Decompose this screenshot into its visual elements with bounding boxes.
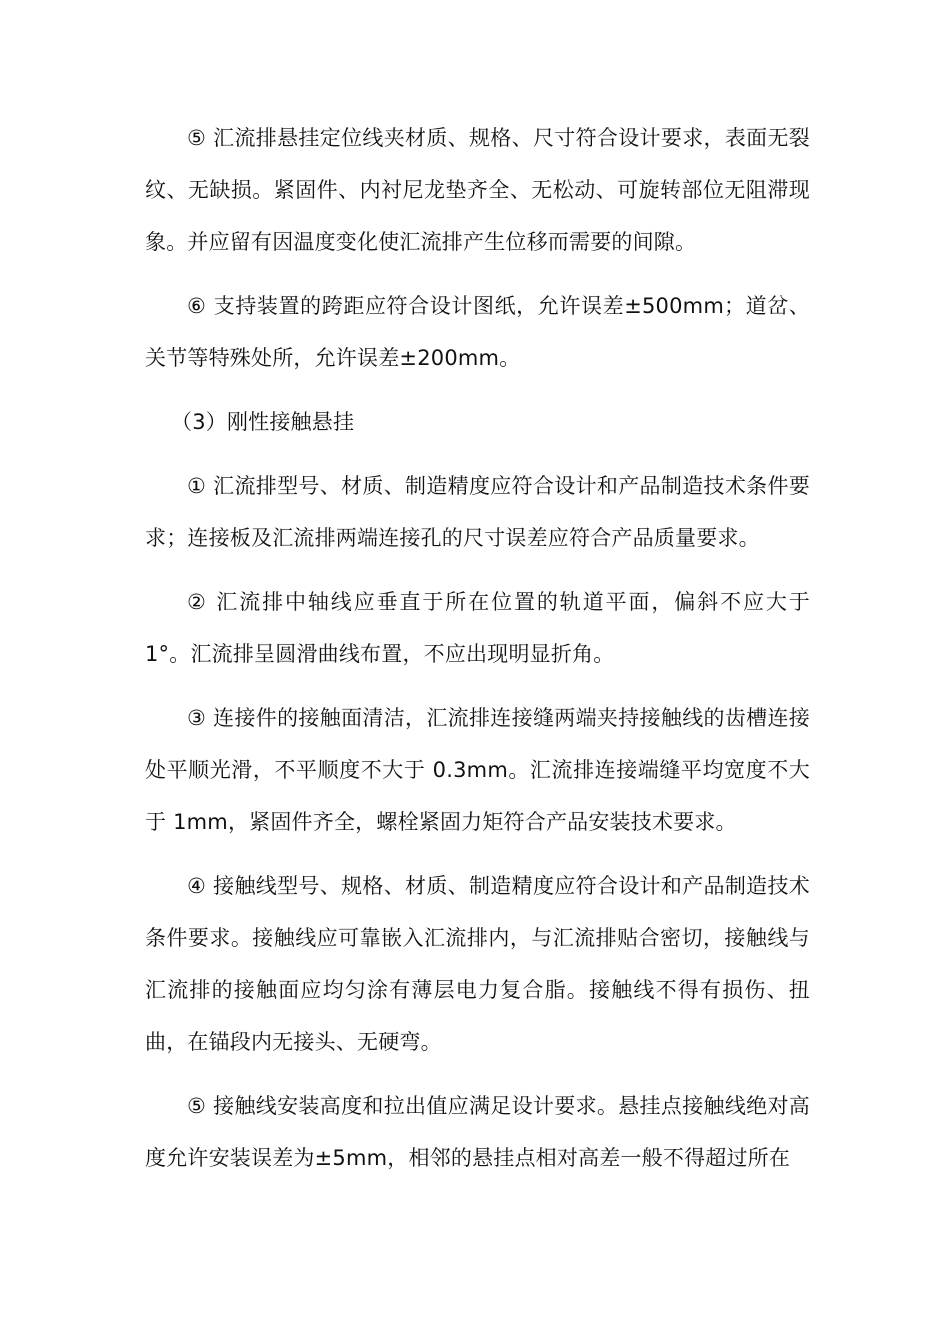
paragraph-item-3-connector: ③ 连接件的接触面清洁，汇流排连接缝两端夹持接触线的齿槽连接处平顺光滑，不平顺度不大于 0.3mm。汇流排连接端缝平均宽度不大于 1mm，紧固件齐全，螺栓紧固力矩符合产品安装技术要求。	[145, 706, 810, 834]
paragraph-item-4-contact-wire: ④ 接触线型号、规格、材质、制造精度应符合设计和产品制造技术条件要求。接触线应可靠嵌入汇流排内，与汇流排贴合密切，接触线与汇流排的接触面应均匀涂有薄层电力复合脂。接触线不得有损伤、扭曲，在锚段内无接头、无硬弯。	[145, 874, 810, 1054]
paragraph-item-1-busbar: ① 汇流排型号、材质、制造精度应符合设计和产品制造技术条件要求；连接板及汇流排两端连接孔的尺寸误差应符合产品质量要求。	[145, 474, 810, 550]
paragraph-item-6-span: ⑥ 支持装置的跨距应符合设计图纸，允许误差±500mm；道岔、关节等特殊处所，允许误差±200mm。	[145, 294, 810, 370]
paragraph-item-5-clamp: ⑤ 汇流排悬挂定位线夹材质、规格、尺寸符合设计要求，表面无裂纹、无缺损。紧固件、内衬尼龙垫齐全、无松动、可旋转部位无阻滞现象。并应留有因温度变化使汇流排产生位移而需要的间隙。	[145, 126, 810, 254]
paragraph-item-5-height: ⑤ 接触线安装高度和拉出值应满足设计要求。悬挂点接触线绝对高度允许安装误差为±5mm，相邻的悬挂点相对高差一般不得超过所在	[145, 1094, 810, 1170]
document-body	[145, 112, 810, 1196]
paragraph-item-2-axis: ② 汇流排中轴线应垂直于所在位置的轨道平面，偏斜不应大于 1°。汇流排呈圆滑曲线布置，不应出现明显折角。	[145, 590, 810, 666]
section-heading-rigid-suspension: （3）刚性接触悬挂	[171, 410, 355, 434]
